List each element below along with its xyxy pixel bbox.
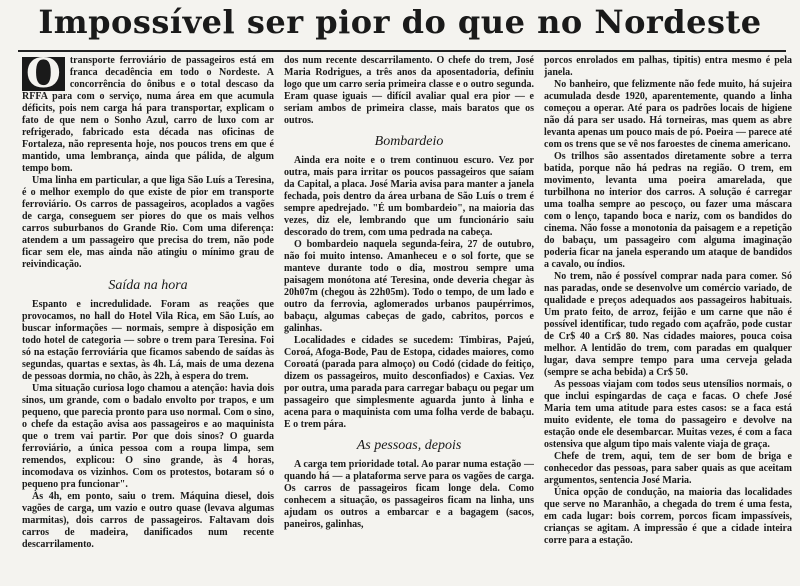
paragraph-9: Localidades e cidades se sucedem: Timbiras, Pajeú, Coroá, Afoga-Bode, Pau de Estopa, cidades maiores, como Coroatá (parada para almoço) ou Codó (cidade do feitiço, dizem os passageiros, muito desconfiados) e Caxias. Vez por outra, uma parada para carregar babaçu ou pegar um passageiro que simplesmente aguarda junto à linha e acena para o maquinista com uma folha verde de babaçu. E o trem pára. bbox=[284, 335, 534, 430]
drop-cap: O bbox=[22, 57, 65, 91]
paragraph-3: Espanto e incredulidade. Foram as reações que provocamos, no hall do Hotel Vila Rica, em São Luís, ao buscar informações — normais, sempre à disposição em todo hotel de categoria — sobre o trem para Teresina. Foi só na estação ferroviária que ficamos sabendo de saídas às segundas, quartas e sextas, às 4h. Lá, mais de uma dezena de pessoas dormia, no chão, às 22h, à espera do trem. bbox=[22, 299, 274, 382]
article-column-1 bbox=[22, 55, 274, 584]
paragraph-11: porcos enrolados em palhas, tipitis) entra mesmo é pela janela. bbox=[544, 55, 792, 78]
paragraph-1 bbox=[22, 55, 274, 175]
paragraph-6: dos num recente descarrilamento. O chefe do trem, José Maria Rodrigues, a três anos da aposentadoria, definiu logo que um carro seria primeira classe e o outro segunda. Eram quase iguais — difícil avaliar qual era pior — e seriam ambos de primeira classe, mais baratos que os outros. bbox=[284, 55, 534, 126]
subhead-bombardeio: Bombardeio bbox=[374, 134, 444, 149]
paragraph-7: Ainda era noite e o trem continuou escuro. Vez por outra, mais para irritar os poucos passageiros que saíam da Capital, a placa. José Maria avisa para manter a janela fechada, pois dentro da área urbana de São Luís o trem é sempre apedrejado. "É um bombardeio", na maioria das vezes, diz ele, lembrando que um funcionário saiu descorado do trem, com uma pedrada na cabeça. bbox=[284, 155, 534, 238]
subhead-saida-na-hora: Saída na hora bbox=[108, 278, 188, 293]
paragraph-13: Os trilhos são assentados diretamente sobre a terra batida, porque não há pedras na região. O trem, em movimento, levanta uma poeira amarelada, que turbilhona no interior dos carros. A solução é carregar uma toalha sempre ao pescoço, ou fazer uma máscara com o lenço, tapando boca e nariz, com os bandidos do cinema. Não fosse a monotonia da paisagem e a repetição do babaçu, um passageiro com alguma imaginação poderia ficar na janela esperando um ataque de bandidos a cavalo, ou índios. bbox=[544, 151, 792, 270]
paragraph-8: O bombardeio naquela segunda-feira, 27 de outubro, não foi muito intenso. Amanheceu e o sol forte, que se manteve durante todo o dia, mostrou sempre uma paisagem monótona até Teresina, onde deveria chegar às 20h07m (chegou às 22h05m). Todo o tempo, de um lado e outro da ferrovia, aglomerados urbanos paupérrimos, babaçu, algumas cabeças de gado, cabritos, porcos e galinhas. bbox=[284, 239, 534, 334]
paragraph-17: Única opção de condução, na maioria das localidades que serve no Maranhão, a chegada do trem é uma festa, em cada lugar: bois correm, porcos ficam impassíveis, crianças se agitam. A impressão é que a cidade inteira corre para a estação. bbox=[544, 487, 792, 546]
headline: Impossível ser pior do que no Nordeste bbox=[38, 3, 762, 41]
headline-rule bbox=[18, 50, 786, 52]
paragraph-5: Às 4h, em ponto, saiu o trem. Máquina diesel, dois vagões de carga, um vazio e outro quase (levava algumas marmitas), dois carros de passageiros. Faltavam dois carros de madeira, danificados num recente descarrilamento. bbox=[22, 491, 274, 550]
paragraph-1-text: transporte ferroviário de passageiros está em franca decadência em todo o Nordeste. A concorrência do ônibus e o total descaso da RFFA para com o serviço, numa área em que acumula déficits, pois nem carga há para transportar, explicam o fato de que nem o Sonho Azul, carro de luxo com ar refrigerado, fabricado esta década nas oficinas de Fortaleza, não representa hoje, nos poucos trens em que é mantido, uma lembrança, ainda que pálida, de algum tempo bom. bbox=[22, 55, 274, 174]
paragraph-15: As pessoas viajam com todos seus utensílios normais, o que inclui espingardas de caça e facas. O chefe José Maria tem uma atitude para estes casos: se a faca está muito evidente, ele toma do passageiro e devolve na estação onde ele desembarcar. Muitas vezes, é com a faca ostensiva que algum tipo mais valente viaja de graça. bbox=[544, 379, 792, 450]
article-column-2 bbox=[284, 55, 534, 584]
article-column-3 bbox=[544, 55, 792, 584]
paragraph-16: Chefe de trem, aqui, tem de ser bom de briga e conhecedor das pessoas, para saber quais as que aceitam argumentos, sentencia José Maria. bbox=[544, 451, 792, 486]
paragraph-2: Uma linha em particular, a que liga São Luís a Teresina, é o melhor exemplo do que existe de pior em transporte ferroviário. Os carros de passageiros, acoplados a vagões de carga, conseguem ser piores do que os mais velhos carros suburbanos do Grande Rio. Com uma diferença: atendem a um passageiro que precisa do trem, não pode ficar sem ele, mas ainda não atingiu o mínimo grau de reivindicação. bbox=[22, 175, 274, 270]
subhead-as-pessoas-depois: As pessoas, depois bbox=[356, 438, 462, 453]
paragraph-14: No trem, não é possível comprar nada para comer. Só nas paradas, onde se desenvolve um comércio variado, de qualidade e preços adequados aos passageiros habituais. Um prato feito, de arroz, feijão e um carne que não é possível identificar, tudo regado com açafrão, pode custar de Cr$ 40 a Cr$ 80. Nas cidades maiores, pouca coisa melhor. A lentidão do trem, com paradas em qualquer lugar, dava sempre tempo para uma cerveja gelada (sempre se acha bebida) a Cr$ 50. bbox=[544, 271, 792, 378]
paragraph-12: No banheiro, que felizmente não fede muito, há sujeira acumulada desde 1920, aparentemente, quando a linha começou a operar. Até para os padrões locais de higiene não dá para ser usado. Há torneiras, mas quem as abre levanta apenas um pouco mais de pó. Poeira — parece até com os trens que se vê nos faroestes de cinema americano. bbox=[544, 79, 792, 150]
paragraph-10: A carga tem prioridade total. Ao parar numa estação — quando há — a plataforma serve para os vagões de carga. Os carros de passageiros ficam longe dela. Como conhecem a situação, os passageiros ficam na linha, uns ajudam os outros a embarcar e a bagagem (sacos, paneiros, galinhas, bbox=[284, 459, 534, 530]
paragraph-4: Uma situação curiosa logo chamou a atenção: havia dois sinos, um grande, com o badalo envolto por trapos, e um pequeno, que parecia pronto para uso normal. Com o sino, o chefe da estação avisa aos passageiros e ao maquinista que o trem vai partir. Por que dois sinos? O guarda ferroviário, a única pessoa com a roupa limpa, sem remendos, explicou: O sino grande, às 4 horas, incomodava os vizinhos. Com os protestos, botaram só o pequeno pra funcionar". bbox=[22, 383, 274, 490]
